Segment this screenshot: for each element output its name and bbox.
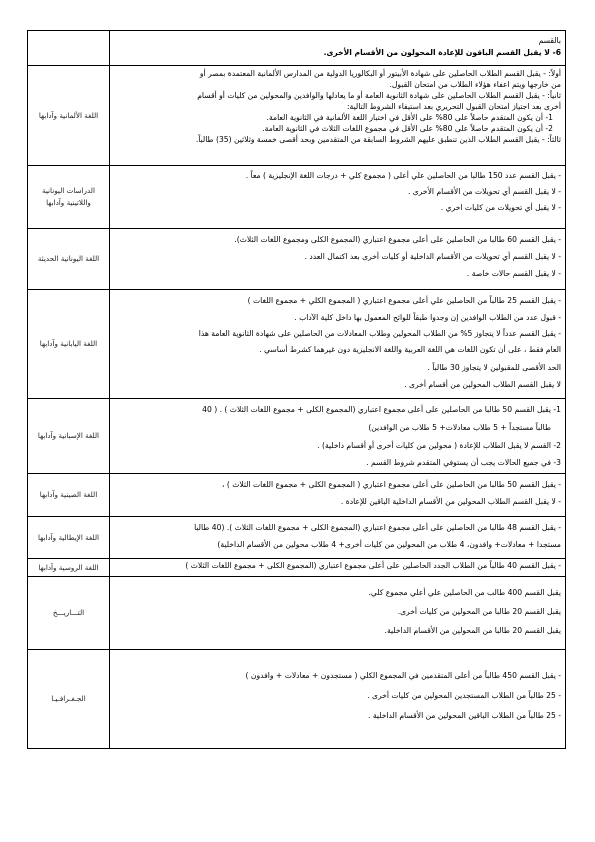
rule-line: 6- لا يقبل القسم الباقون للإعادة المحولون من الأقسام الأخرى.: [323, 47, 561, 57]
rule-line: - لا يقبل القسم أي تحويلات من الأقسام الأخرى .: [407, 187, 561, 196]
department-cell: اللغة اليونانية الحديثة: [28, 229, 110, 290]
rule-line: - لا يقبل القسم حالات خاصة .: [466, 269, 561, 278]
department-cell: اللغة الألمانية وآدابها: [28, 66, 110, 166]
rule-line: - يقبل القسم 25 طالباً من الحاصلين علي أعلى مجموع اعتباري ( المجموع الكلي + مجموع اللغات ): [247, 296, 561, 305]
rule-line: - يقبل القسم 60 طالبا من الحاصلين على أعلى مجموع اعتباري (المجموع الكلى ومجموع اللغات الثلاث).: [234, 235, 561, 244]
table-row: [28, 577, 566, 650]
admission-rules-table: [27, 30, 566, 749]
rule-line: - يقبل القسم عدداً لا يتجاوز 5% من الطلاب المحولين وطلاب المعادلات من الحاصلين على شهادة الثانوية العامة هذا: [198, 329, 561, 338]
table-row: [28, 399, 566, 474]
rule-line: لا يقبل القسم الطلاب المحولين من أقسام أخرى .: [404, 380, 561, 389]
rule-line: - لا يقبل القسم أي تحويلات من الأقسام الداخلية أو كليات أخرى بعد اكتمال العدد .: [304, 252, 561, 261]
rule-cell: [110, 517, 566, 559]
rule-line: 3- في جميع الحالات يجب أن يستوفي المتقدم شروط القسم .: [366, 458, 561, 467]
table-row: [28, 166, 566, 229]
table-row: [28, 66, 566, 166]
rule-line: - 25 طالباً من الطلاب المستجدين المحولين من كليات أخرى .: [367, 691, 561, 700]
rule-line: أولاً: - يقبل القسم الطلاب الحاصلين على شهادة الأبيتور أو البكالوريا الدولية من المدارس الألمانية المعتمدة بمصر أو: [199, 69, 561, 78]
rule-line: يقبل القسم 20 طالبا من المحولين من كليات أخرى.: [397, 607, 561, 616]
rule-line: - يقبل القسم 50 طالبا من الحاصلين على أعلى مجموع اعتباري ( المجموع الكلى + مجموع اللغات الثلاث ) ،: [221, 480, 561, 489]
rule-line: 2- القسم لا يقبل الطلاب للإعادة ( محولين من كليات أخرى أو أقسام داخلية) .: [317, 441, 561, 450]
rule-cell: [110, 229, 566, 290]
department-cell: اللغة اليابانية وآدابها: [28, 290, 110, 399]
department-cell: اللغة الإسبانية وآدابها: [28, 399, 110, 474]
rule-line: يقبل القسم 400 طالب من الحاصلين علي أعلي مجموع كلي.: [368, 588, 561, 597]
rule-line: - يقبل القسم عدد 150 طالبا من الحاصلين علي أعلى ( مجموع كلي + درجات اللغة الإنجليزية ) معاً .: [245, 171, 561, 180]
rule-cell: [110, 474, 566, 517]
rule-line: 1- أن يكون المتقدم حاصلاً على 80% على الأقل في اختبار اللغة الألمانية في الثانوية العامة.: [266, 113, 553, 122]
rule-cell: [110, 166, 566, 229]
rule-line: طالباً مستجداً + 5 طلاب معادلات+ 5 طلاب من الوافدين): [368, 423, 551, 432]
table-row: [28, 559, 566, 577]
rule-cell: [110, 399, 566, 474]
department-cell: اللغة الروسية وآدابها: [28, 559, 110, 577]
rule-line: أخرى بعد اجتياز امتحان القبول التحريري بعد استيفاء الشروط التالية:: [347, 102, 561, 111]
rule-cell: [110, 559, 566, 577]
table-row: [28, 229, 566, 290]
rule-line: - لا يقبل أي تحويلات من كليات اخري .: [440, 203, 561, 212]
rule-cell: [110, 290, 566, 399]
department-cell: اللغة الإيطالية وآدابها: [28, 517, 110, 559]
rule-line: - قبول عدد من الطلاب الوافدين إن وجدوا طبقاً للوائح المعمول بها داخل كلية الآداب .: [294, 313, 561, 322]
department-cell: اللغة الصينية وآدابها: [28, 474, 110, 517]
rule-line: الحد الأقصى للمقبولين لا يتجاوز 30 طالباً .: [427, 363, 561, 372]
rule-line: العام فقط ، على أن تكون اللغات هي اللغة العربية واللغة الانجليزية دون غيرهما كشرط أساسي .: [259, 345, 561, 354]
department-cell: [28, 31, 110, 66]
rule-cell: [110, 66, 566, 166]
rule-line: - 25 طالباً من الطلاب الباقين المحولين من الأقسام الداخلية .: [368, 711, 561, 720]
rule-cell: [110, 650, 566, 749]
table-row: [28, 290, 566, 399]
rule-cell: [110, 577, 566, 650]
rule-line: مستجدا + معادلات+ وافدون، 4 طلاب من المحولين من كليات أخرى+ 4 طلاب محولين من الأقسام الداخلية): [217, 540, 561, 549]
admission-table-page: [27, 30, 565, 749]
rule-line: ثالثاً: - يقبل القسم الطلاب الذين تنطبق عليهم الشروط السابقة من المتقدمين وبحد أقصى خمسة وثلاثين (35) طالباً.: [195, 135, 561, 144]
rule-line: ثانياً: - يقبل القسم الطلاب الحاصلين على شهادة الثانوية العامة أو ما يعادلها والوافدين والمحولين من كليات أو أقسام: [197, 91, 561, 100]
rule-line: 2- أن يكون المتقدم حاصلاً على 80% على الأقل في مجموع اللغات الثلاث في الثانوية العامة.: [262, 124, 553, 133]
rule-line: - يقبل القسم 450 طالباً من أعلى المتقدمين في المجموع الكلي ( مستجدون + معادلات + وافدون ): [245, 671, 561, 680]
rule-line: من خارجها ويتم اعفاء هؤلاء الطلاب من امتحان القبول.: [389, 80, 561, 89]
rule-cell: [110, 31, 566, 66]
rule-line: - لا يقبل القسم الطلاب المحولين من الأقسام الداخلية الباقين للإعادة .: [340, 497, 561, 506]
table-row: [28, 517, 566, 559]
rule-line: - يقبل القسم 48 طالبا من الحاصلين على أعلى مجموع اعتباري (المجموع الكلى + مجموع اللغات الثلاث ). (40 طالبا: [194, 523, 561, 532]
rule-line: يقبل القسم 20 طالبا من المحولين من الأقسام الداخلية.: [384, 626, 561, 635]
department-cell: الدراسات اليونانية واللاتينية وآدابها: [28, 166, 110, 229]
table-row: [28, 31, 566, 66]
table-row: [28, 650, 566, 749]
rule-line: 1- يقبل القسم 50 طالبا من الحاصلين على أعلى مجموع اعتباري (المجموع الكلى + مجموع اللغات الثلاث ) . ( 40: [202, 405, 561, 414]
table-row: [28, 474, 566, 517]
rule-line: بالقسم: [538, 36, 561, 45]
rule-line: - يقبل القسم 40 طالباً من الطلاب الجدد الحاصلين على أعلى مجموع اعتباري (المجموع الكلى + مجموع اللغات الثلاث ): [185, 561, 561, 570]
department-cell: التـــاريـــخ: [28, 577, 110, 650]
department-cell: الجـغـرافـيـا: [28, 650, 110, 749]
